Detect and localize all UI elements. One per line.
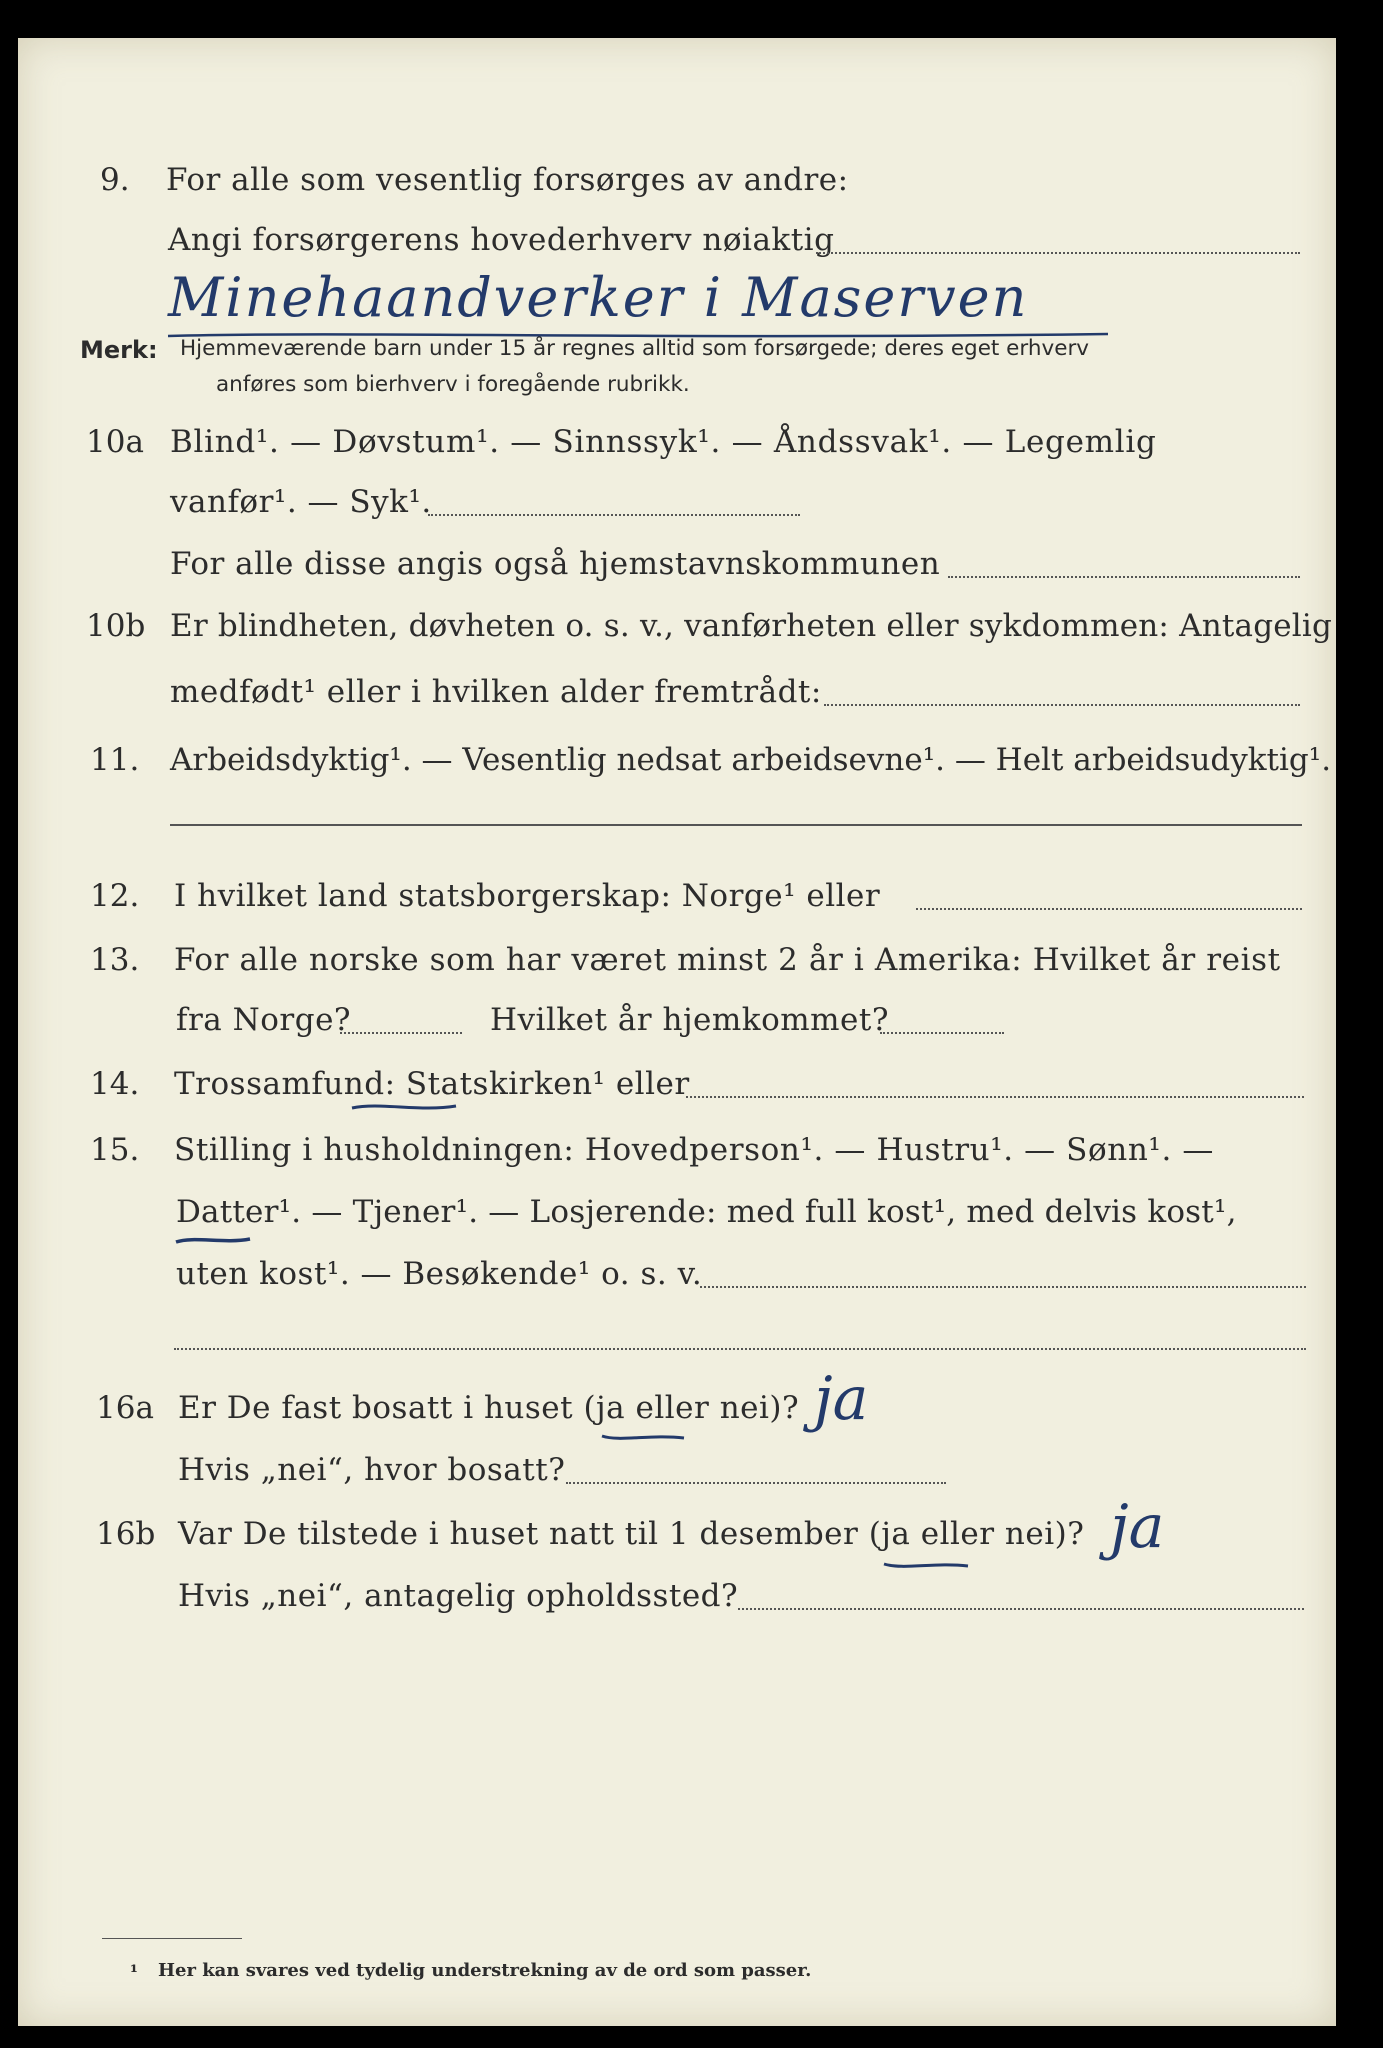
census-form-page — [18, 38, 1336, 2026]
q16a-ja-underline — [600, 1430, 688, 1444]
q11-options: Arbeidsdyktig¹. — Vesentlig nedsat arbeidsevne¹. — Helt arbeidsudyktig¹. — [170, 742, 1332, 778]
q16b-followup: Hvis „nei“, antagelig opholdssted? — [178, 1578, 739, 1614]
merk-note-line2: anføres som bierhverv i foregående rubrikk. — [216, 372, 690, 397]
q9-number: 9. — [100, 162, 130, 198]
q16b-ja-underline — [882, 1558, 972, 1572]
q10b-question: Er blindheten, døvheten o. s. v., vanførheten eller sykdommen: Antagelig — [170, 608, 1333, 644]
q15-options-end: uten kost¹. — Besøkende¹ o. s. v. — [176, 1256, 703, 1292]
q15-options: Stilling i husholdningen: Hovedperson¹. — Hustru¹. — Sønn¹. — — [174, 1132, 1214, 1168]
q15-number: 15. — [90, 1132, 140, 1168]
q15-answer-line — [700, 1286, 1306, 1288]
q10a-number: 10a — [86, 424, 144, 460]
q10b-number: 10b — [86, 608, 146, 644]
q15-extra-line — [174, 1348, 1306, 1350]
q10b-answer-line — [824, 704, 1300, 706]
q15-options-cont: Datter¹. — Tjener¹. — Losjerende: med full kost¹, med delvis kost¹, — [176, 1194, 1237, 1230]
q14-statskirken-underline — [350, 1100, 460, 1114]
footnote-text: Her kan svares ved tydelig understrekning av de ord som passer. — [158, 1960, 812, 1981]
q13-hjemkommet-line — [880, 1032, 1004, 1034]
q16a-question: Er De fast bosatt i huset (ja eller nei)? — [178, 1390, 800, 1426]
q11-number: 11. — [90, 742, 140, 778]
q10a-hjemstavn-line — [948, 576, 1300, 578]
q16a-followup: Hvis „nei“, hvor bosatt? — [178, 1452, 566, 1488]
q10a-options: Blind¹. — Døvstum¹. — Sinnssyk¹. — Åndssvak¹. — Legemlig — [170, 424, 1157, 460]
q16b-number: 16b — [96, 1516, 156, 1552]
q16a-followup-line — [566, 1482, 946, 1484]
q13-question: For alle norske som har været minst 2 år i Amerika: Hvilket år reist — [174, 942, 1281, 978]
q10a-hjemstavn: For alle disse angis også hjemstavnskommunen — [170, 546, 941, 582]
q9-answer-line — [816, 252, 1300, 254]
q9-question: For alle som vesentlig forsørges av andre: — [166, 162, 849, 198]
q15-datter-underline — [174, 1234, 254, 1248]
q12-question: I hvilket land statsborgerskap: Norge¹ eller — [174, 878, 881, 914]
footnote-separator — [102, 1938, 242, 1939]
merk-label: Merk: — [80, 336, 158, 364]
q11-answer-line — [170, 824, 1302, 826]
q13-reist-line — [340, 1032, 462, 1034]
merk-note-line1: Hjemmeværende barn under 15 år regnes alltid som forsørgede; deres eget erhverv — [180, 336, 1090, 361]
footnote-mark: ¹ — [130, 1962, 138, 1983]
q9-instruction: Angi forsørgerens hovederhverv nøiaktig — [168, 222, 835, 258]
q16b-followup-line — [738, 1608, 1304, 1610]
q16a-number: 16a — [96, 1390, 154, 1426]
q16b-question: Var De tilstede i huset natt til 1 desember (ja eller nei)? — [178, 1516, 1085, 1552]
q14-number: 14. — [90, 1066, 140, 1102]
q10a-syk-line — [428, 514, 800, 516]
q16a-handwritten-answer: ja — [814, 1364, 869, 1434]
q10a-options-cont: vanfør¹. — Syk¹. — [170, 484, 432, 520]
q10b-question-cont: medfødt¹ eller i hvilken alder fremtrådt: — [170, 674, 822, 710]
q13-hjemkommet: Hvilket år hjemkommet? — [490, 1002, 889, 1038]
q13-number: 13. — [90, 942, 140, 978]
q9-handwritten-answer: Minehaandverker i Maserven — [168, 266, 1029, 329]
q12-number: 12. — [90, 878, 140, 914]
q12-answer-line — [916, 908, 1302, 910]
q14-question: Trossamfund: Statskirken¹ eller — [174, 1066, 690, 1102]
q16b-handwritten-answer: ja — [1110, 1492, 1165, 1562]
q14-answer-line — [686, 1096, 1304, 1098]
q13-reist: fra Norge? — [176, 1002, 352, 1038]
